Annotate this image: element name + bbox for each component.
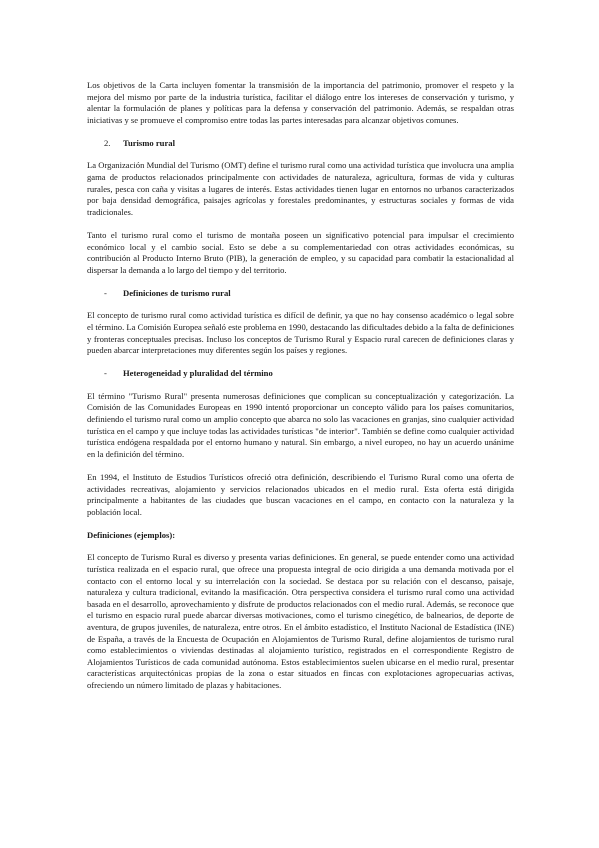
paragraph-term-definitions: El término "Turismo Rural" presenta numerosas definiciones que complican su conceptualización y categorización. La Comisión de las Comunidades Europeas en 1990 intentó proporcionar un concepto válido para los países comunitarios, definiendo el turismo rural como un amplio concepto que abarca no solo las vacaciones en granjas, sino cualquier actividad turística en el campo y que incluye todas las actividades turísticas "de interior". También se define como cualquier actividad turística endógena respaldada por el entorno humano y natural. Sin embargo, a nivel europeo, no hay un acuerdo unánime en la definición del término. — [87, 390, 514, 459]
list-dash-marker: - — [104, 287, 107, 298]
section-number: 2. — [104, 137, 111, 148]
list-dash-marker: - — [104, 368, 107, 379]
subheading-title: Heterogeneidad y pluralidad del término — [123, 368, 273, 379]
paragraph-charter-objectives: Los objetivos de la Carta incluyen fomentar la transmisión de la importancia del patrimonio, promover el respeto y la mejora del mismo por parte de la industria turística, facilitar el diálogo entre los intereses de conservación y turismo, y alentar la formulación de planes y políticas para la defensa y conservación del patrimonio. Además, se respaldan otras iniciativas y se promueve el compromiso entre todas las partes interesadas para alcanzar objetivos comunes. — [87, 80, 514, 125]
paragraph-definition-difficulty: El concepto de turismo rural como actividad turística es difícil de definir, ya que no hay consenso académico o legal sobre el término. La Comisión Europea señaló este problema en 1990, destacando las dificultades debido a la falta de definiciones y fronteras conceptuales precisas. Incluso los conceptos de Turismo Rural y Espacio rural carecen de definiciones claras y pueden abarcar interpretaciones muy diferentes según los países y regiones. — [87, 310, 514, 356]
paragraph-concept-examples: El concepto de Turismo Rural es diverso y presenta varias definiciones. En general, se puede entender como una actividad turística realizada en el espacio rural, que ofrece una propuesta integral de ocio dirigida a una demanda motivada por el contacto con el entorno local y su interrelación con la sociedad. Se destaca por su relación con el descanso, paisaje, naturaleza y cultura tradicional, evitando la masificación. Otra perspectiva considera el turismo rural como una actividad basada en el desarrollo, aprovechamiento y disfrute de productos relacionados con el medio rural. Además, se reconoce que el turismo en espacio rural puede abarcar diversas motivaciones, como el turismo cinegético, de balnearios, de deporte de aventura, de grupos juveniles, de naturaleza, entre otros. En el ámbito estadístico, el Instituto Nacional de Estadística (INE) de España, a través de la Encuesta de Ocupación en Alojamientos de Turismo Rural, define alojamientos de turismo rural como establecimientos o viviendas destinadas al alojamiento turístico, registrados en el correspondiente Registro de Alojamientos Turísticos de cada comunidad autónoma. Estos establecimientos suelen ubicarse en el medio rural, presentar características arquitectónicas propias de la zona o estar situados en fincas con explotaciones agropecuarias activas, ofreciendo un número limitado de plazas y habitaciones. — [87, 552, 514, 690]
paragraph-omt-definition: La Organización Mundial del Turismo (OMT) define el turismo rural como una actividad turística que involucra una amplia gama de productos relacionados principalmente con actividades de naturaleza, agricultura, formas de vida y culturas rurales, pesca con caña y visitas a lugares de interés. Estas actividades tienen lugar en entornos no urbanos caracterizados por baja densidad demográfica, paisajes agrícolas y forestales predominantes, y estructuras sociales y formas de vida tradicionales. — [87, 160, 514, 217]
subheading-definiciones — [104, 288, 514, 300]
document-body — [87, 80, 514, 703]
heading-definiciones-ejemplos: Definiciones (ejemplos): — [87, 529, 176, 540]
paragraph-1994-definition: En 1994, el Instituto de Estudios Turísticos ofreció otra definición, describiendo el Turismo Rural como una oferta de actividades recreativas, alojamiento y servicios relacionados ubicados en el medio rural. Esta oferta está dirigida principalmente a habitantes de las ciudades que buscan vacaciones en el campo, en contacto con la naturaleza y la población local. — [87, 471, 514, 517]
section-heading-turismo-rural — [104, 138, 514, 150]
paragraph-economic-potential: Tanto el turismo rural como el turismo de montaña poseen un significativo potencial para impulsar el crecimiento económico local y el cambio social. Esto se debe a su complementariedad con otras actividades económicas, su contribución al Producto Interno Bruto (PIB), la generación de empleo, y su capacidad para combatir la estacionalidad al dispersar la demanda a lo largo del tiempo y del territorio. — [87, 229, 514, 275]
section-title: Turismo rural — [123, 137, 175, 148]
subheading-title: Definiciones de turismo rural — [123, 287, 231, 298]
subheading-heterogeneidad — [104, 368, 514, 380]
